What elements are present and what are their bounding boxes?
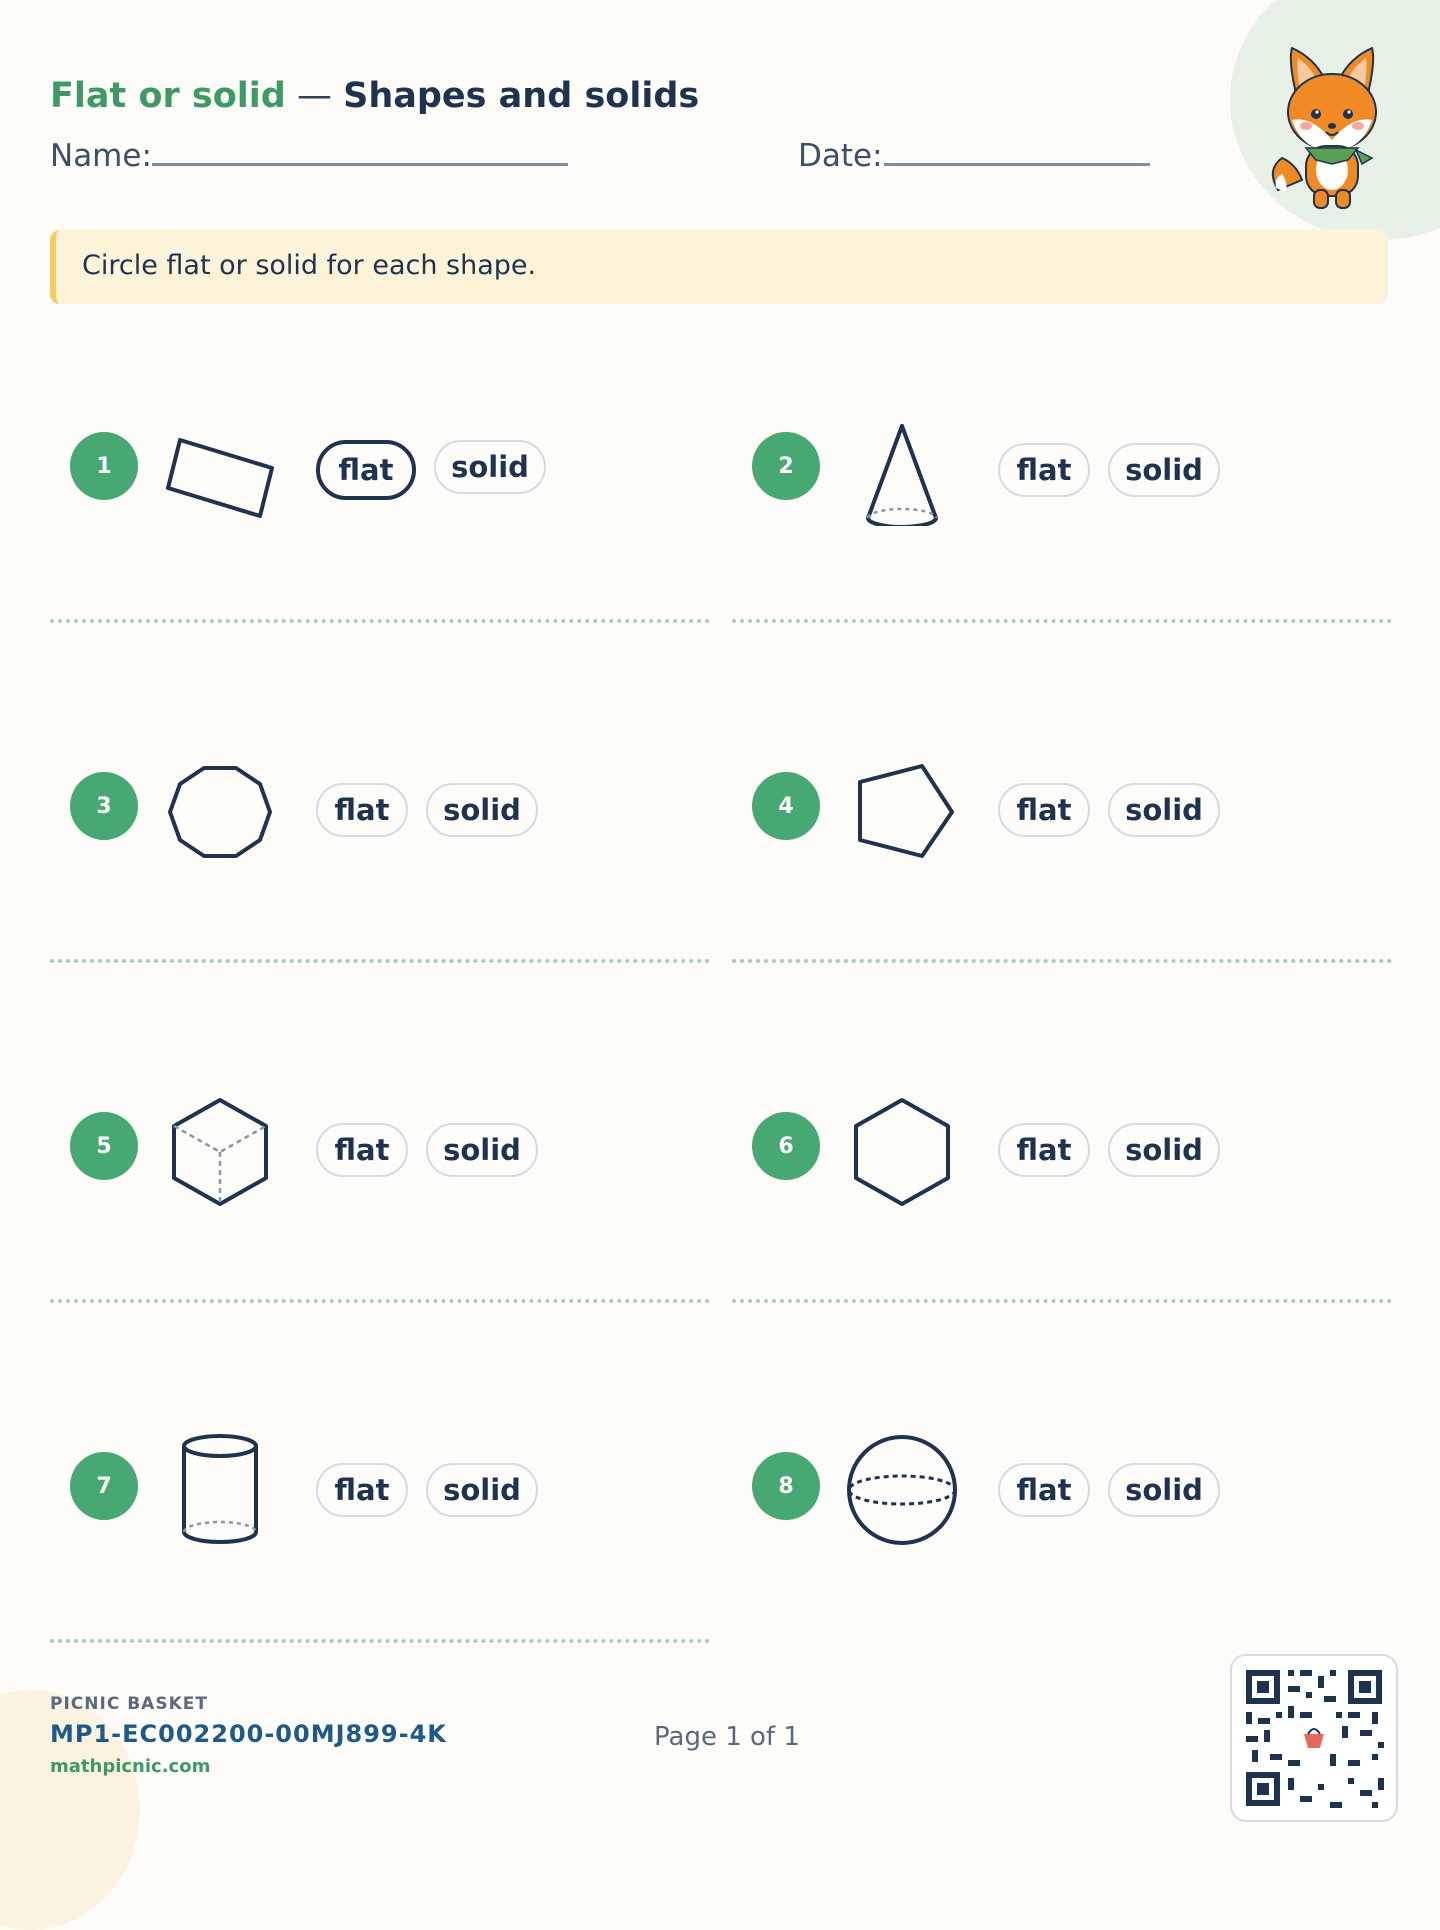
question-number: 2	[752, 432, 820, 500]
question-number: 5	[70, 1112, 138, 1180]
flat-option[interactable]: flat	[998, 1463, 1090, 1517]
rectangle-icon	[160, 406, 280, 526]
row-divider	[50, 959, 710, 963]
flat-option[interactable]: flat	[998, 1123, 1090, 1177]
solid-option[interactable]: solid	[426, 1463, 538, 1517]
question-number: 4	[752, 772, 820, 840]
solid-option[interactable]: solid	[1108, 783, 1220, 837]
row-divider	[50, 1299, 710, 1303]
qr-code-pattern	[1232, 1656, 1396, 1820]
instruction-banner	[50, 230, 1388, 304]
date-field[interactable]	[884, 163, 1150, 166]
solid-option[interactable]: solid	[426, 1123, 538, 1177]
row-divider	[732, 1299, 1392, 1303]
date-label: Date:	[798, 138, 883, 174]
page-title: Flat or solid — Shapes and solids	[50, 76, 700, 116]
question-4	[732, 654, 1392, 994]
site-link[interactable]: mathpicnic.com	[50, 1756, 211, 1777]
question-number: 6	[752, 1112, 820, 1180]
name-field[interactable]	[152, 163, 568, 166]
page-number: Page 1 of 1	[654, 1722, 800, 1752]
question-number: 7	[70, 1452, 138, 1520]
pentagon-icon	[842, 746, 962, 866]
question-8	[732, 1334, 1392, 1674]
row-divider	[732, 959, 1392, 963]
question-number: 8	[752, 1452, 820, 1520]
name-label: Name:	[50, 138, 152, 174]
question-3	[50, 654, 710, 994]
instruction-text: Circle flat or solid for each shape.	[82, 250, 537, 281]
hexagon-icon	[842, 1086, 962, 1206]
flat-option[interactable]: flat	[998, 443, 1090, 497]
question-number: 3	[70, 772, 138, 840]
flat-option[interactable]: flat	[998, 783, 1090, 837]
sphere-icon	[842, 1426, 962, 1546]
solid-option[interactable]: solid	[1108, 443, 1220, 497]
question-number: 1	[70, 432, 138, 500]
fox-mascot-icon	[1262, 40, 1402, 215]
solid-option[interactable]: solid	[1108, 1123, 1220, 1177]
octagon-icon	[160, 746, 280, 866]
question-5	[50, 994, 710, 1334]
solid-option[interactable]: solid	[426, 783, 538, 837]
solid-option[interactable]: solid	[434, 440, 546, 494]
qr-code-icon	[1230, 1654, 1398, 1822]
row-divider	[732, 619, 1392, 623]
flat-option[interactable]: flat	[316, 440, 416, 500]
cone-icon	[842, 406, 962, 526]
question-2	[732, 314, 1392, 654]
question-7	[50, 1334, 710, 1674]
row-divider	[50, 619, 710, 623]
brand-label: PICNIC BASKET	[50, 1694, 208, 1714]
flat-option[interactable]: flat	[316, 1463, 408, 1517]
solid-option[interactable]: solid	[1108, 1463, 1220, 1517]
flat-option[interactable]: flat	[316, 783, 408, 837]
question-1	[50, 314, 710, 654]
flat-option[interactable]: flat	[316, 1123, 408, 1177]
row-divider	[50, 1639, 710, 1643]
cylinder-icon	[160, 1426, 280, 1546]
worksheet-code: MP1-EC002200-00MJ899-4K	[50, 1720, 447, 1748]
question-6	[732, 994, 1392, 1334]
cube-icon	[160, 1086, 280, 1206]
